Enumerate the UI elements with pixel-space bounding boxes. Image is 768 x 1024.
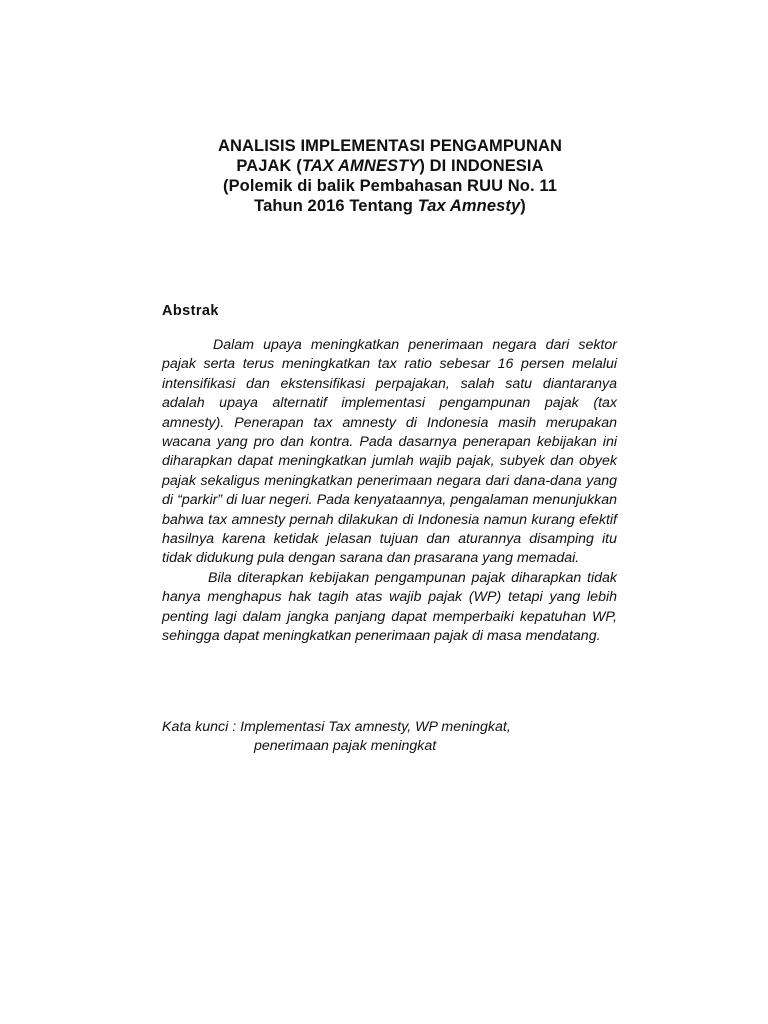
title-line-2-pre: PAJAK ( [236,157,302,175]
title-line-4-pre: Tahun 2016 Tentang [254,197,418,215]
abstract-body [162,336,617,647]
abstract-heading: Abstrak [162,303,219,319]
title-line-2-post: ) DI INDONESIA [419,157,544,175]
keywords [162,718,617,757]
abstract-paragraph-1: Dalam upaya meningkatkan penerimaan negara dari sektor pajak serta terus meningkatkan tax ratio sebesar 16 persen melalui intensifikasi dan ekstensifikasi perpajakan, salah satu diantaranya adalah upaya alternatif implementasi pengampunan pajak (tax amnesty). Penerapan tax amnesty di Indonesia masih merupakan wacana yang pro dan kontra. Pada dasarnya penerapan kebijakan ini diharapkan dapat meningkatkan jumlah wajib pajak, subyek dan obyek pajak sekaligus meningkatkan penerimaan negara dari dana-dana yang di “parkir” di luar negeri. Pada kenyataannya, pengalaman menunjukkan bahwa tax amnesty pernah dilakukan di Indonesia namun kurang efektif hasilnya karena ketidak jelasan tujuan dan aturannya disamping itu tidak didukung pula dengan sarana dan prasarana yang memadai. [162,337,617,567]
title-line-4-post: ) [520,197,526,215]
title-line-4-italic: Tax Amnesty [417,197,521,215]
title-line-2-italic: TAX AMNESTY [301,157,420,175]
title-line-2 [150,156,630,176]
title-line-3: (Polemik di balik Pembahasan RUU No. 11 [222,177,557,195]
paper-title [150,136,630,216]
keywords-line-1: Kata kunci : Implementasi Tax amnesty, WP meningkat, [162,719,511,735]
abstract-paragraph-2: Bila diterapkan kebijakan pengampunan pajak diharapkan tidak hanya menghapus hak tagih atas wajib pajak (WP) tetapi yang lebih penting lagi dalam jangka panjang dapat memperbaiki kepatuhan WP, sehingga dapat meningkatkan penerimaan pajak di masa mendatang. [162,569,617,645]
title-line-4 [150,196,630,216]
keywords-line-2: penerimaan pajak meningkat [254,738,437,755]
title-line-1: ANALISIS IMPLEMENTASI PENGAMPUNAN [217,137,562,155]
